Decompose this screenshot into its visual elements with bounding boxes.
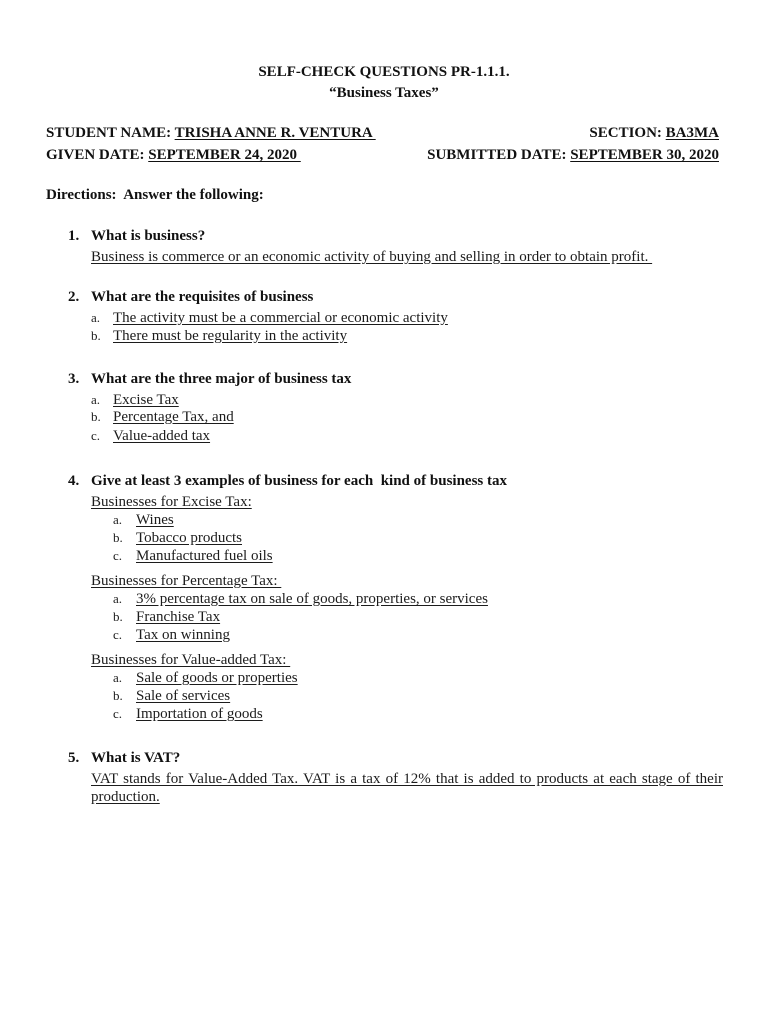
- answer-3b-text: Percentage Tax, and: [113, 409, 234, 425]
- excise-item-a-letter: a.: [113, 512, 123, 527]
- answer-3c-letter: c.: [91, 428, 101, 443]
- value-added-item-b-text: Sale of services: [136, 688, 231, 704]
- question-2-text: What are the requisites of business: [91, 289, 314, 305]
- question-5-text: What is VAT?: [91, 750, 181, 766]
- section-label: SECTION:: [589, 125, 666, 141]
- answer-3c-text: Value-added tax: [113, 428, 211, 444]
- answer-3b-letter: b.: [91, 409, 101, 424]
- directions: Directions: Answer the following:: [46, 187, 264, 203]
- answer-3a-text: Excise Tax: [113, 392, 179, 408]
- student-name-row: [46, 124, 376, 142]
- value-added-item-c-text: Importation of goods: [136, 706, 263, 722]
- value-added-item-a-letter: a.: [113, 670, 123, 685]
- question-4-text: Give at least 3 examples of business for each kind of business tax: [91, 473, 508, 489]
- answer-2a-text: The activity must be a commercial or economic activity: [113, 310, 448, 326]
- submitted-date-value: SEPTEMBER 30, 2020: [570, 147, 719, 163]
- answer-2b-letter: b.: [91, 328, 101, 343]
- excise-item-b-letter: b.: [113, 530, 123, 545]
- question-1-text: What is business?: [91, 228, 206, 244]
- section-row: [589, 124, 719, 142]
- percentage-item-b-text: Franchise Tax: [136, 609, 221, 625]
- value-added-item-c-letter: c.: [113, 706, 123, 721]
- given-date-row: [46, 146, 301, 164]
- answer-2b-text: There must be regularity in the activity: [113, 328, 348, 344]
- percentage-item-a-text: 3% percentage tax on sale of goods, properties, or services: [136, 591, 488, 607]
- excise-item-b-text: Tobacco products: [136, 530, 242, 546]
- value-added-item-a-text: Sale of goods or properties: [136, 670, 298, 686]
- value-added-tax-heading: Businesses for Value-added Tax:: [91, 652, 291, 668]
- submitted-date-row: [427, 146, 719, 164]
- excise-item-c-text: Manufactured fuel oils: [136, 548, 273, 564]
- excise-item-a-text: Wines: [136, 512, 174, 528]
- percentage-item-c-letter: c.: [113, 627, 123, 642]
- question-1-number: 1.: [68, 228, 80, 244]
- percentage-item-b-letter: b.: [113, 609, 123, 624]
- student-name-label: STUDENT NAME:: [46, 125, 175, 141]
- answer-5: VAT stands for Value-Added Tax. VAT is a tax of 12% that is added to products at each stage of their production.: [91, 771, 723, 805]
- percentage-item-a-letter: a.: [113, 591, 123, 606]
- answer-1: Business is commerce or an economic activity of buying and selling in order to obtain profit.: [91, 249, 653, 265]
- given-date-label: GIVEN DATE:: [46, 147, 149, 163]
- section-value: BA3MA: [665, 125, 719, 141]
- document-subtitle: “Business Taxes”: [329, 85, 439, 101]
- percentage-tax-heading: Businesses for Percentage Tax:: [91, 573, 282, 589]
- question-4-number: 4.: [68, 473, 80, 489]
- answer-2a-letter: a.: [91, 310, 101, 325]
- question-3-text: What are the three major of business tax: [91, 371, 352, 387]
- question-5-number: 5.: [68, 750, 80, 766]
- excise-item-c-letter: c.: [113, 548, 123, 563]
- value-added-item-b-letter: b.: [113, 688, 123, 703]
- student-name-value: TRISHA ANNE R. VENTURA: [174, 125, 376, 141]
- excise-tax-heading: Businesses for Excise Tax:: [91, 494, 252, 510]
- question-2-number: 2.: [68, 289, 80, 305]
- percentage-item-c-text: Tax on winning: [136, 627, 230, 643]
- submitted-date-label: SUBMITTED DATE:: [427, 147, 571, 163]
- answer-3a-letter: a.: [91, 392, 101, 407]
- given-date-value: SEPTEMBER 24, 2020: [148, 147, 301, 163]
- document-title: SELF-CHECK QUESTIONS PR-1.1.1.: [258, 64, 510, 80]
- question-3-number: 3.: [68, 371, 80, 387]
